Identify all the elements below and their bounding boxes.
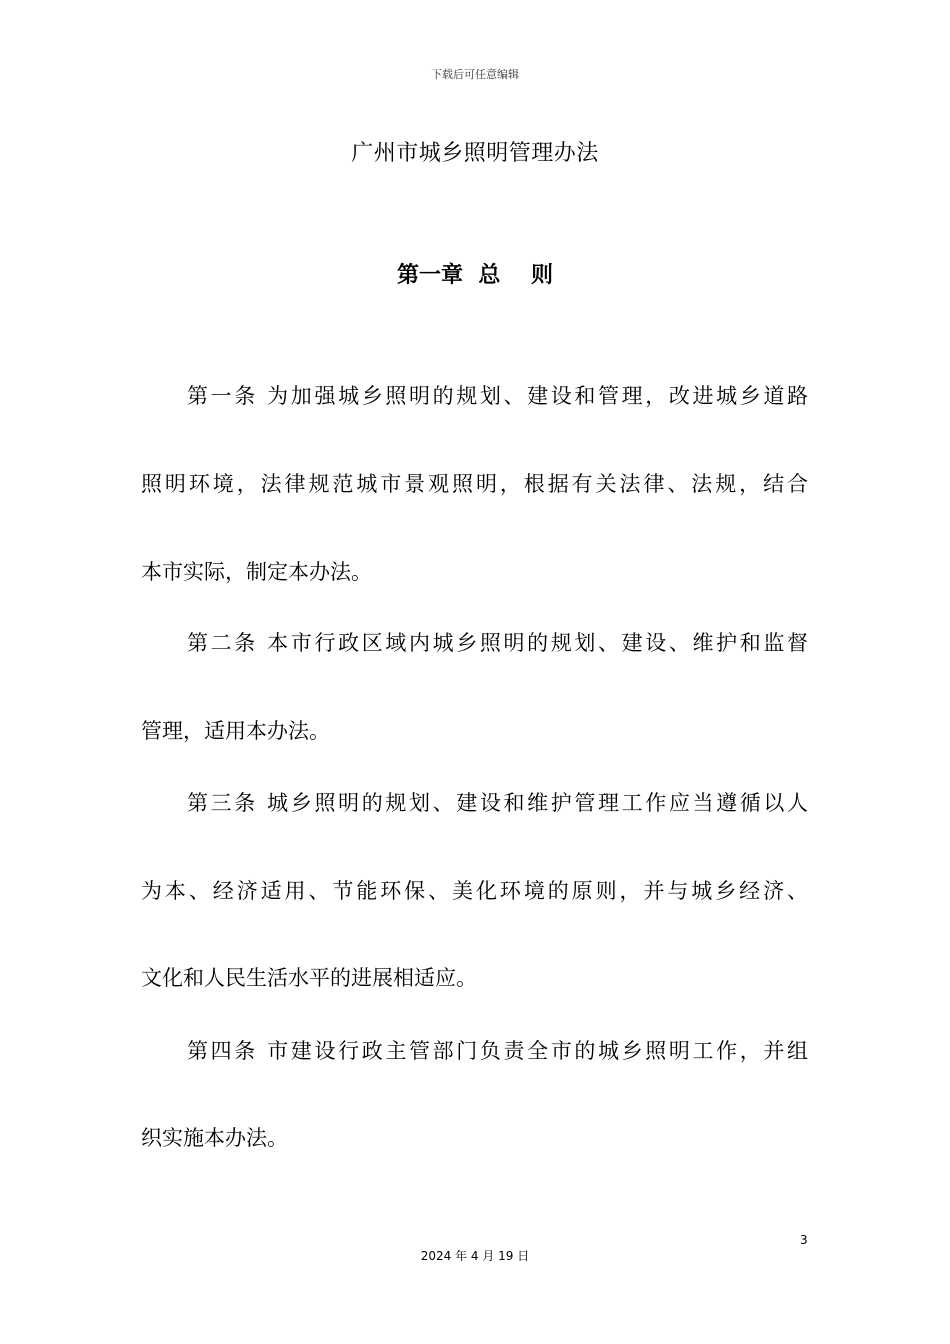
article-1-line-2: 照明环境，法律规范城市景观照明，根据有关法律、法规，结合: [141, 472, 808, 496]
chapter-heading: [0, 258, 950, 289]
article-1-line-1: 第一条 为加强城乡照明的规划、建设和管理，改进城乡道路: [187, 384, 808, 408]
article-3-line-2: 为本、经济适用、节能环保、美化环境的原则，并与城乡经济、: [141, 879, 808, 903]
footer-date: 2024 年 4 月 19 日: [420, 1249, 530, 1263]
article-3-line-3: 文化和人民生活水平的进展相适应。: [141, 966, 477, 990]
header-note: 下载后可任意编辑: [431, 68, 519, 81]
article-3-line-1: 第三条 城乡照明的规划、建设和维护管理工作应当遵循以人: [187, 791, 808, 815]
document-title: 广州市城乡照明管理办法: [351, 141, 599, 166]
article-1-line-3: 本市实际，制定本办法。: [141, 560, 372, 584]
article-2-line-2: 管理，适用本办法。: [141, 719, 330, 743]
chapter-name: 总 则: [478, 263, 553, 288]
page-number: 3: [800, 1233, 808, 1247]
chapter-number: 第一章: [397, 263, 464, 288]
article-4-line-2: 织实施本办法。: [141, 1126, 288, 1150]
article-2-line-1: 第二条 本市行政区域内城乡照明的规划、建设、维护和监督: [187, 631, 808, 655]
article-4-line-1: 第四条 市建设行政主管部门负责全市的城乡照明工作，并组: [187, 1039, 808, 1063]
